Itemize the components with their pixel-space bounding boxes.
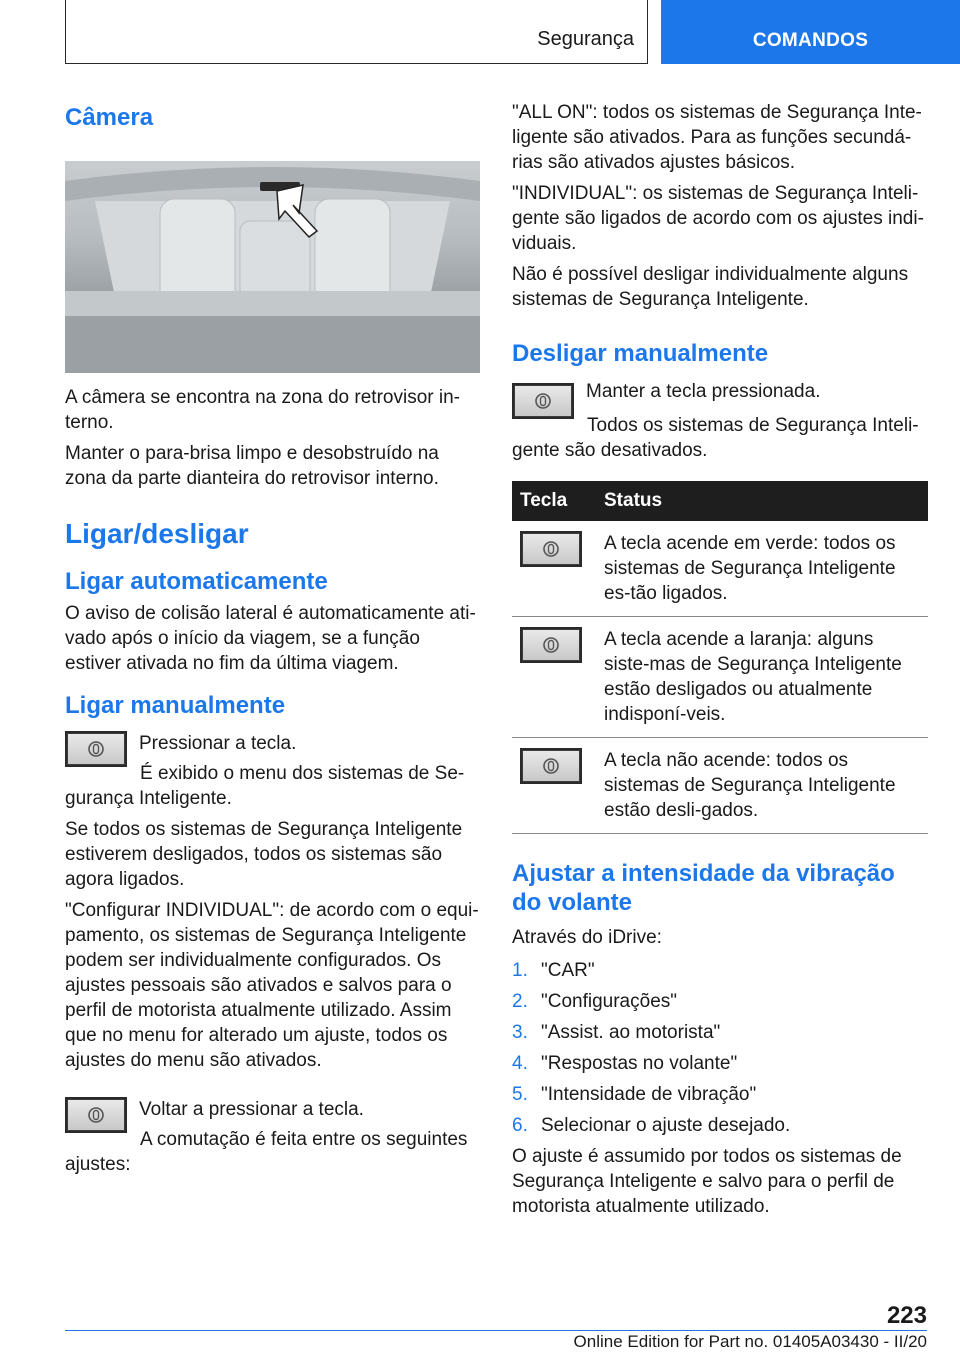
vibration-intro: Através do iDrive: [512, 927, 662, 949]
vibration-heading: Ajustar a intensidade da vibração do volante [512, 859, 895, 916]
manual-off-heading: Desligar manualmente [512, 340, 769, 367]
camera-location-text: A câmera se encontra na zona do retrovisor in-terno. [65, 386, 460, 433]
allon-text: "ALL ON": todos os sistemas de Segurança Inte-ligente são ativados. Para as funções secundá-rias são ativados ajustes básicos. [512, 102, 922, 173]
manual-off-step1: Manter a tecla pressionada. [586, 380, 821, 402]
car-interior-illustration [65, 161, 480, 373]
manual-on-step1: Pressionar a tecla. [139, 732, 297, 754]
table-cell-status: A tecla acende em verde: todos os sistemas de Segurança Inteligente es-tão ligados. [596, 521, 928, 617]
list-item: 6. Selecionar o ajuste desejado. [512, 1115, 791, 1137]
safety-key-icon [65, 731, 127, 767]
safety-key-icon [65, 1097, 127, 1133]
manual-on-step2: É exibido o menu dos sistemas de Se-gurança Inteligente. [65, 762, 465, 809]
manual-on-all-off-text: Se todos os sistemas de Segurança Inteligente estiverem desligados, todos os sistemas são agora ligados. [65, 818, 463, 890]
table-header-status: Status [596, 481, 928, 521]
manual-off-step2: Todos os sistemas de Segurança Inteli-gente são desativados. [512, 414, 919, 461]
individual-text: "INDIVIDUAL": os sistemas de Segurança Inteli-gente são ligados de acordo com os ajustes indi-viduais. [512, 183, 924, 254]
header-section-title: Segurança [537, 28, 634, 50]
camera-cleaning-text: Manter o para-brisa limpo e desobstruído na zona da parte dianteira do retrovisor interno. [65, 442, 439, 489]
table-cell-status: A tecla não acende: todos os sistemas de Segurança Inteligente estão desli-gados. [596, 737, 928, 833]
list-item: 2. "Configurações" [512, 991, 678, 1013]
manual-on-individual-text: "Configurar INDIVIDUAL": de acordo com o equi-pamento, os sistemas de Segurança Inteligente podem ser individualmente configurados. Os ajustes pessoais são ativados e salvos para o perfil de motorista atualmente utilizado. Assim que no menu for alterado um ajuste, todos os ajustes do menu são ativados. [65, 899, 479, 1071]
safety-key-orange-icon [520, 627, 582, 663]
list-item: 1. "CAR" [512, 960, 595, 982]
list-item: 5. "Intensidade de vibração" [512, 1084, 757, 1106]
key-status-table [512, 481, 928, 834]
table-cell-status: A tecla acende a laranja: alguns siste-mas de Segurança Inteligente estão desligados ou atualmente indisponí-veis. [596, 616, 928, 737]
table-header-key: Tecla [512, 481, 596, 521]
header-chapter-tab: COMANDOS [661, 0, 960, 64]
footer-divider [65, 1330, 927, 1331]
auto-on-text: O aviso de colisão lateral é automaticamente ati-vado após o início da viagem, se a função estiver ativada no fim da última viagem. [65, 603, 476, 675]
right-column [512, 100, 928, 1219]
footer-edition: Online Edition for Part no. 01405A03430 - II/20 [573, 1332, 927, 1351]
toggle-step2: A comutação é feita entre os seguintes ajustes: [65, 1128, 468, 1175]
vibration-steps [512, 958, 928, 1138]
list-item: 3. "Assist. ao motorista" [512, 1022, 721, 1044]
onoff-heading: Ligar/desligar [65, 517, 249, 549]
note-text: Não é possível desligar individualmente alguns sistemas de Segurança Inteligente. [512, 264, 909, 310]
toggle-step1: Voltar a pressionar a tecla. [139, 1098, 364, 1120]
list-item: 4. "Respostas no volante" [512, 1053, 738, 1075]
safety-key-icon [512, 383, 574, 419]
table-row [512, 737, 928, 833]
safety-key-green-icon [520, 531, 582, 567]
page-number: 223 [886, 1302, 927, 1329]
camera-location-photo [65, 161, 480, 373]
left-column [65, 96, 480, 1177]
safety-key-off-icon [520, 748, 582, 784]
table-row [512, 616, 928, 737]
auto-on-heading: Ligar automaticamente [65, 568, 328, 596]
table-row [512, 521, 928, 617]
vibration-outro: O ajuste é assumido por todos os sistemas de Segurança Inteligente e salvo para o perfil de motorista atualmente utilizado. [512, 1146, 902, 1218]
manual-on-heading: Ligar manualmente [65, 692, 286, 720]
camera-heading: Câmera [65, 104, 154, 131]
